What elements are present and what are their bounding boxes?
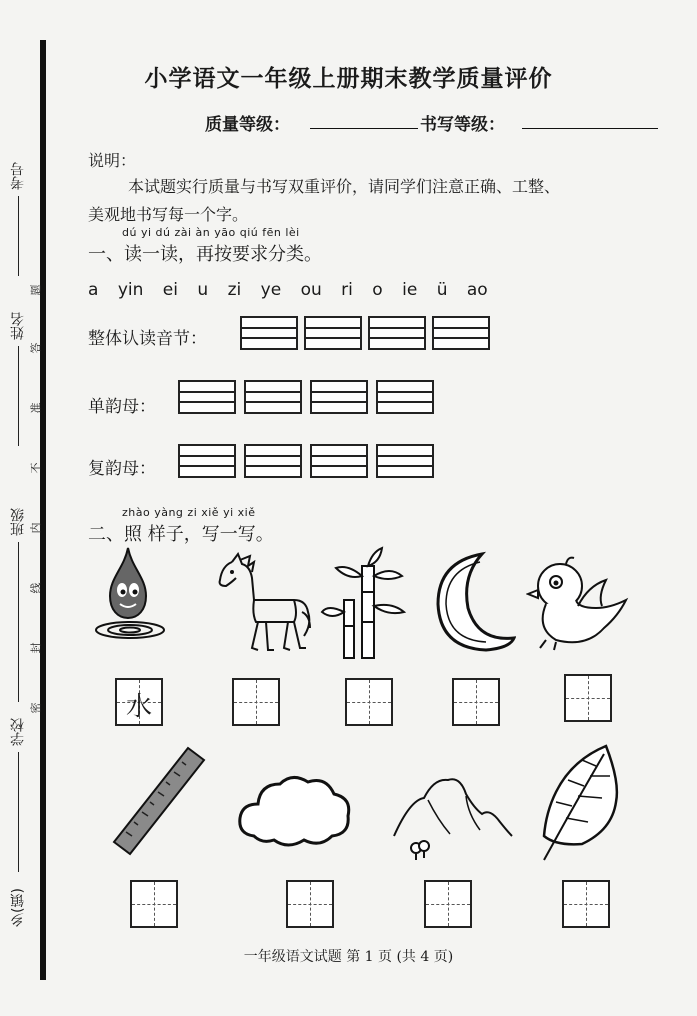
four-line-grid[interactable]	[304, 316, 362, 350]
seal-char: 题	[29, 284, 43, 296]
four-line-grid[interactable]	[244, 444, 302, 478]
four-line-grid[interactable]	[178, 444, 236, 478]
character-grid[interactable]	[564, 674, 612, 722]
writing-grade-field[interactable]	[522, 128, 658, 129]
leaf-icon	[536, 742, 626, 864]
notes-heading: 说明：	[88, 151, 137, 170]
seal-char: 封	[29, 642, 43, 654]
section-pinyin: dú yi dú zài àn yāo qiú fēn lèi	[122, 226, 300, 239]
writing-grade-label: 书写等级：	[420, 115, 505, 135]
town-label: 乡(镇)	[10, 888, 26, 927]
four-line-grid[interactable]	[244, 380, 302, 414]
character-grid[interactable]	[130, 880, 178, 928]
character-grid[interactable]	[232, 678, 280, 726]
section-title: 二、照 样子，写一写。	[88, 524, 274, 545]
four-line-grid[interactable]	[376, 444, 434, 478]
syllable: ao	[466, 280, 488, 300]
syllable: ei	[162, 280, 178, 300]
ruler-icon	[108, 742, 208, 862]
quality-grade-label: 质量等级：	[205, 115, 290, 135]
four-line-grid[interactable]	[240, 316, 298, 350]
four-line-grid[interactable]	[368, 316, 426, 350]
seal-char: 准	[29, 402, 43, 414]
syllable: yin	[117, 280, 144, 300]
syllable: ie	[402, 280, 418, 300]
school-label: 学校	[10, 718, 26, 746]
class-line	[18, 542, 19, 702]
character-grid[interactable]	[424, 880, 472, 928]
row-label-whole-syllables: 整体认读音节：	[88, 329, 207, 349]
syllable: ou	[300, 280, 322, 300]
character-grid[interactable]	[286, 880, 334, 928]
four-line-grid[interactable]	[432, 316, 490, 350]
page-title: 小学语文一年级上册期末教学质量评价	[144, 66, 553, 92]
character-grid[interactable]	[452, 678, 500, 726]
syllable: ü	[436, 280, 448, 300]
syllable: zi	[227, 280, 242, 300]
exam-no-line	[18, 196, 19, 276]
class-label: 班级	[10, 508, 26, 536]
four-line-grid[interactable]	[178, 380, 236, 414]
syllable: ri	[341, 280, 353, 300]
moon-icon	[424, 548, 516, 656]
seal-char: 内	[29, 522, 43, 534]
syllable: u	[197, 280, 209, 300]
quality-grade-field[interactable]	[310, 128, 418, 129]
row-label-single-finals: 单韵母：	[88, 397, 156, 417]
row-label-compound-finals: 复韵母：	[88, 459, 156, 479]
horse-icon	[214, 552, 314, 660]
section-title: 一、读一读，再按要求分类。	[88, 244, 322, 265]
four-line-grid[interactable]	[376, 380, 434, 414]
four-line-grid[interactable]	[310, 380, 368, 414]
character-grid-example	[115, 678, 163, 726]
water-drop-icon	[94, 544, 174, 644]
notes-line: 本试题实行质量与书写双重评价，请同学们注意正确、工整、	[128, 177, 561, 196]
bird-icon	[526, 556, 630, 652]
seal-char: 不	[29, 462, 43, 474]
four-line-grid[interactable]	[310, 444, 368, 478]
syllable: a	[88, 280, 99, 300]
syllable: ye	[260, 280, 282, 300]
seal-char: 答	[29, 342, 43, 354]
binding-rule	[40, 40, 46, 980]
syllable: o	[372, 280, 383, 300]
exam-no-label: 考号	[10, 162, 26, 190]
name-label: 姓名	[10, 312, 26, 340]
cloud-icon	[234, 770, 354, 850]
notes-line: 美观地书写每一个字。	[88, 205, 249, 224]
syllable-list	[88, 280, 502, 300]
school-line	[18, 752, 19, 872]
character-grid[interactable]	[345, 678, 393, 726]
mountain-icon	[390, 770, 514, 864]
character-grid[interactable]	[562, 880, 610, 928]
seal-char: 线	[29, 582, 43, 594]
bamboo-icon	[318, 546, 418, 660]
section-pinyin: zhào yàng zi xiě yi xiě	[122, 506, 256, 519]
example-character: 水	[125, 692, 152, 722]
page-footer: 一年级语文试题 第 1 页 (共 4 页)	[243, 949, 454, 965]
name-line	[18, 346, 19, 446]
seal-char: 密	[29, 702, 43, 714]
